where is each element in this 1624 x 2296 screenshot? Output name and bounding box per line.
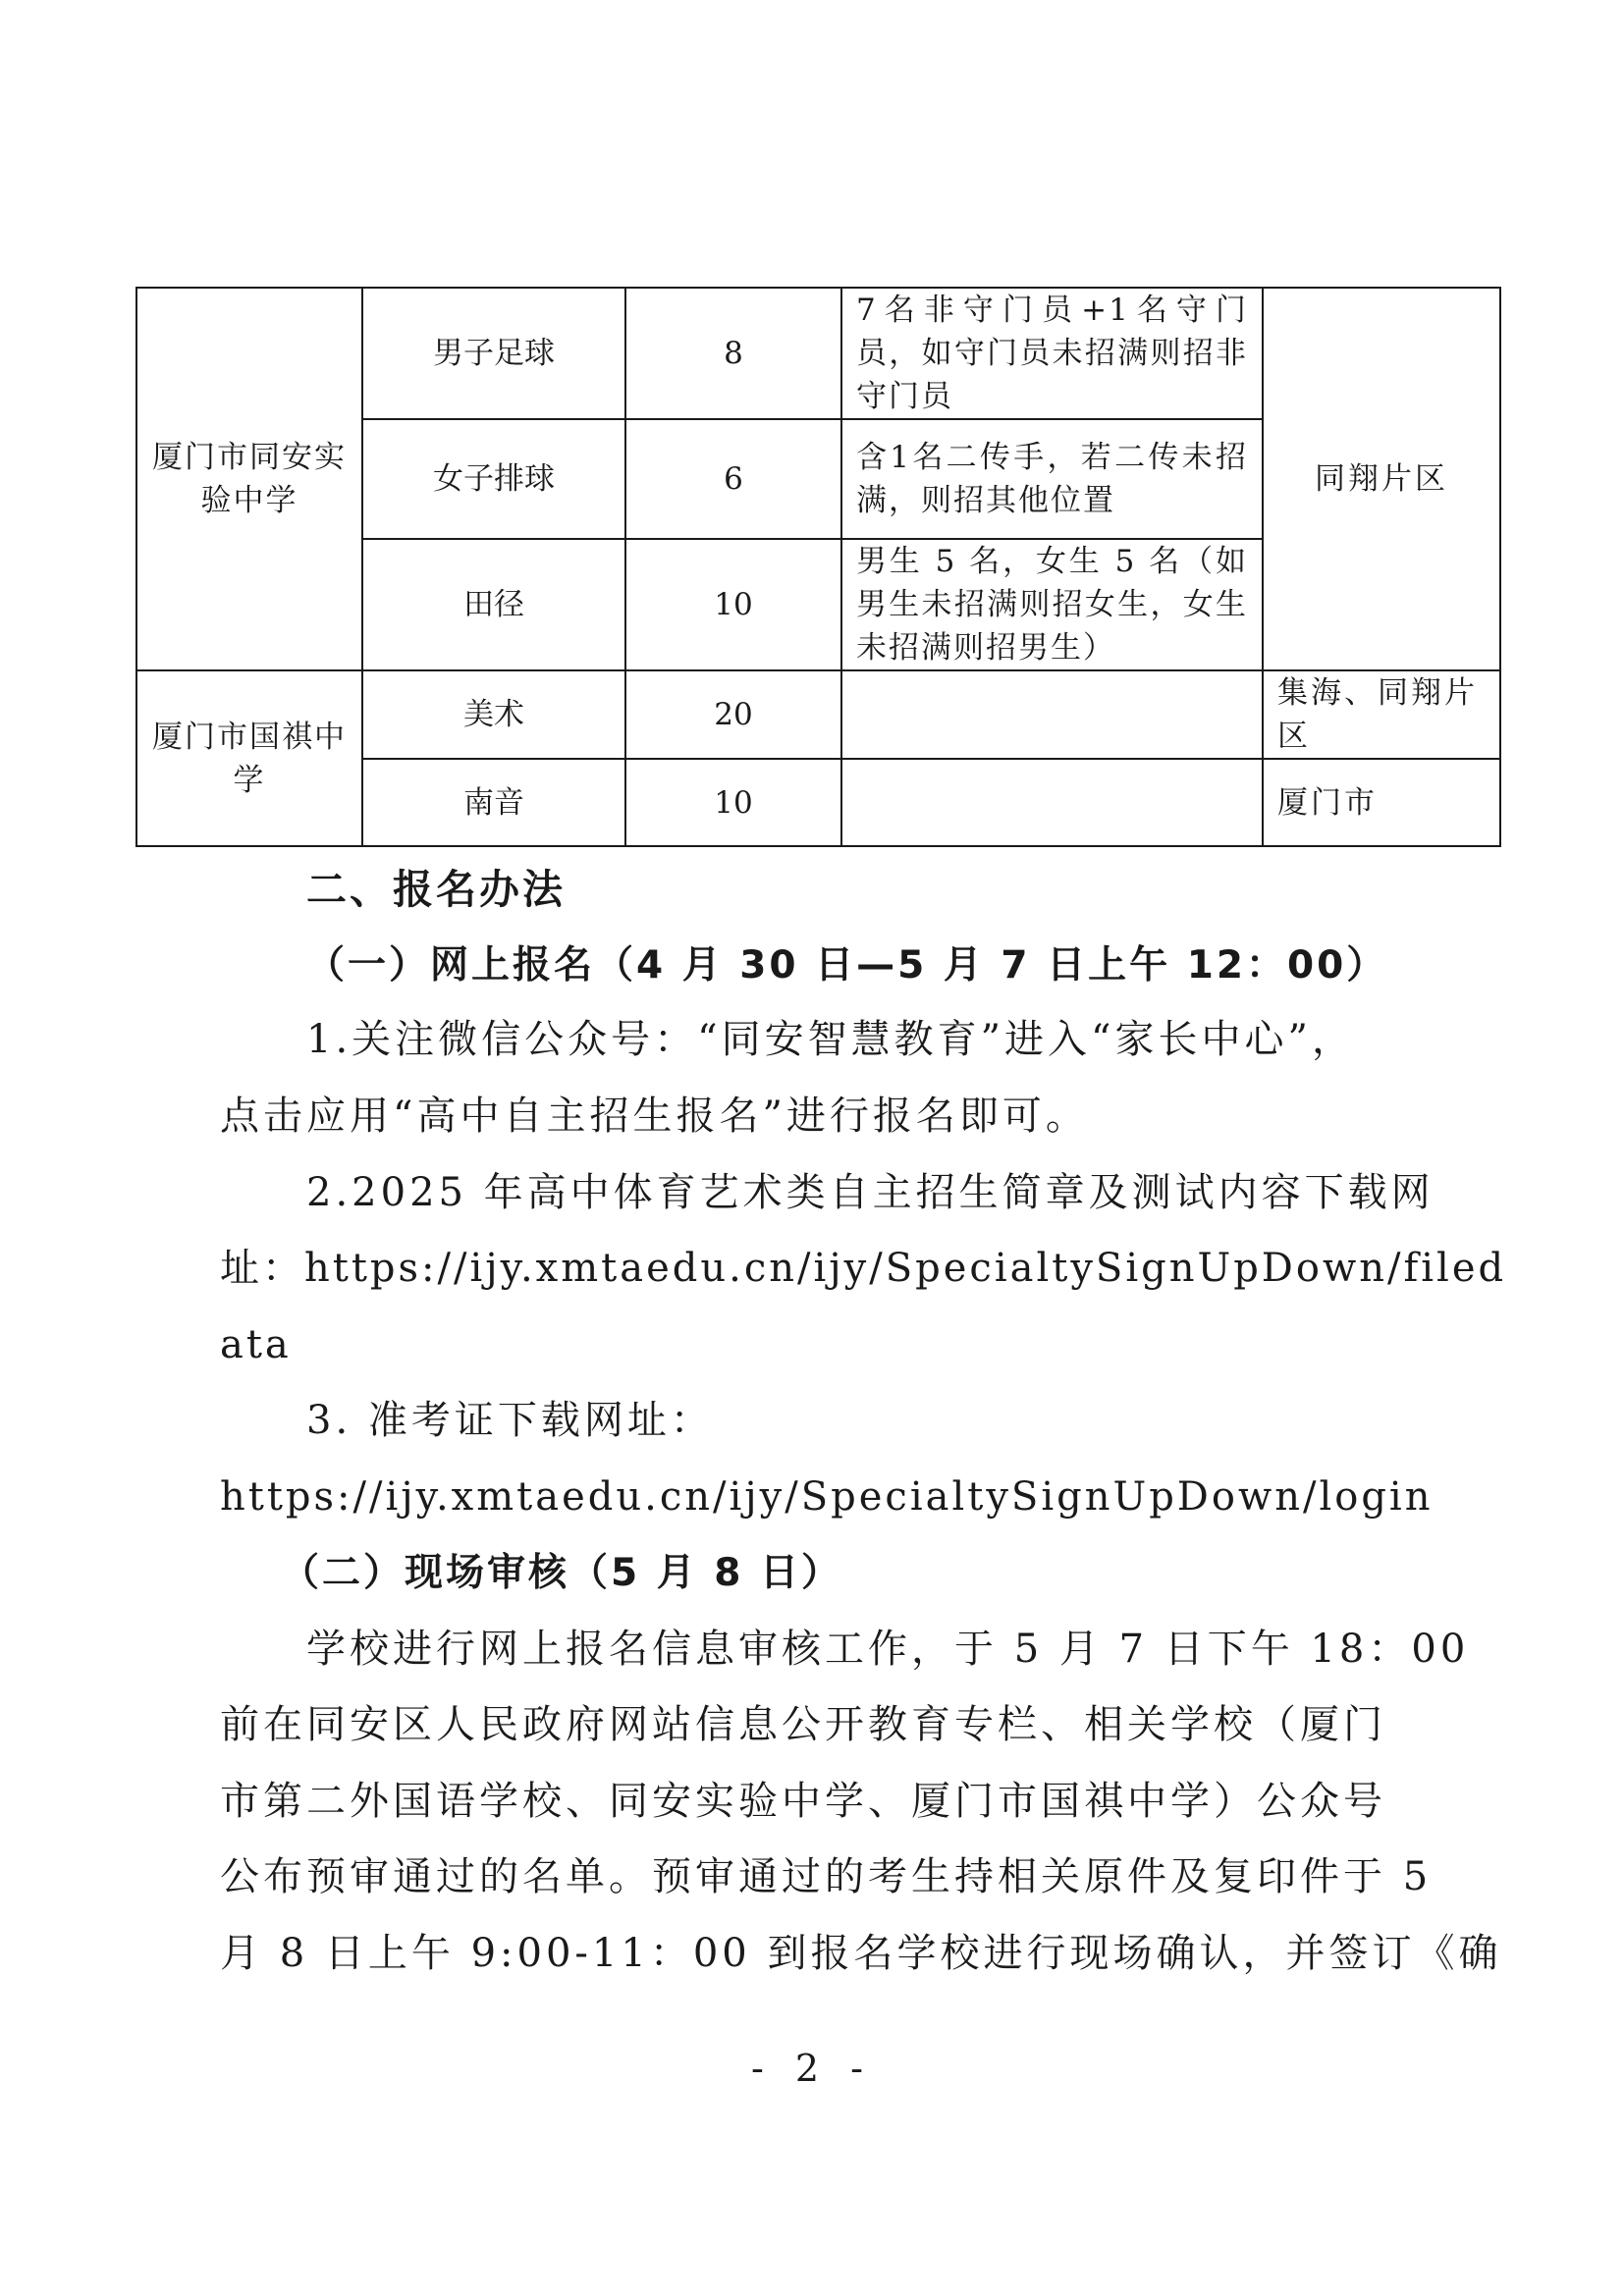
count-cell: 10: [625, 759, 841, 846]
onsite-para-line1: 学校进行网上报名信息审核工作，于 5 月 7 日下午 18：00: [306, 1627, 1470, 1672]
page-number: - 2 -: [750, 2047, 873, 2090]
project-cell: 田径: [362, 539, 625, 670]
project-cell: 南音: [362, 759, 625, 846]
count-cell: 20: [625, 670, 841, 759]
count-cell: 8: [625, 288, 841, 419]
subsection-heading-online: （一）网上报名（4 月 30 日—5 月 7 日上午 12：00）: [306, 943, 1388, 988]
project-cell: 女子排球: [362, 419, 625, 539]
note-cell: 7名非守门员+1名守门员，如守门员未招满则招非守门员: [841, 288, 1263, 419]
region-cell: 同翔片区: [1263, 288, 1500, 670]
project-cell: 男子足球: [362, 288, 625, 419]
region-cell: 集海、同翔片区: [1263, 670, 1500, 759]
subsection-heading-onsite: （二）现场审核（5 月 8 日）: [281, 1551, 843, 1595]
item3-line1: 3. 准考证下载网址：: [306, 1398, 714, 1443]
item1-line2: 点击应用“高中自主招生报名”进行报名即可。: [220, 1094, 1089, 1139]
item2-line3: ata: [220, 1322, 292, 1367]
region-cell: 厦门市: [1263, 759, 1500, 846]
school-cell: 厦门市同安实验中学: [136, 288, 362, 670]
count-cell: 10: [625, 539, 841, 670]
table-row: [136, 670, 1500, 759]
section-heading: 二、报名办法: [306, 866, 566, 913]
item2-line2: 址：https://ijy.xmtaedu.cn/ijy/SpecialtySignUpDown/filed: [220, 1246, 1507, 1291]
item3-line2: https://ijy.xmtaedu.cn/ijy/SpecialtySignUpDown/login: [220, 1474, 1434, 1520]
note-cell: 男生 5 名，女生 5 名（如男生未招满则招女生，女生未招满则招男生）: [841, 539, 1263, 670]
quota-table: [135, 287, 1501, 847]
onsite-para-line3: 市第二外国语学校、同安实验中学、厦门市国祺中学）公众号: [220, 1779, 1386, 1824]
table-row: [136, 288, 1500, 419]
note-cell: [841, 759, 1263, 846]
note-cell: [841, 670, 1263, 759]
project-cell: 美术: [362, 670, 625, 759]
item1-line1: 1.关注微信公众号：“同安智慧教育”进入“家长中心”，: [306, 1017, 1355, 1062]
item2-line1: 2.2025 年高中体育艺术类自主招生简章及测试内容下载网: [306, 1170, 1435, 1215]
onsite-para-line2: 前在同安区人民政府网站信息公开教育专栏、相关学校（厦门: [220, 1702, 1386, 1747]
onsite-para-line4: 公布预审通过的名单。预审通过的考生持相关原件及复印件于 5: [220, 1854, 1433, 1899]
onsite-para-line5: 月 8 日上午 9:00-11：00 到报名学校进行现场确认，并签订《确: [220, 1931, 1502, 1976]
note-cell: 含1名二传手，若二传未招满，则招其他位置: [841, 419, 1263, 539]
count-cell: 6: [625, 419, 841, 539]
school-cell: 厦门市国祺中学: [136, 670, 362, 846]
